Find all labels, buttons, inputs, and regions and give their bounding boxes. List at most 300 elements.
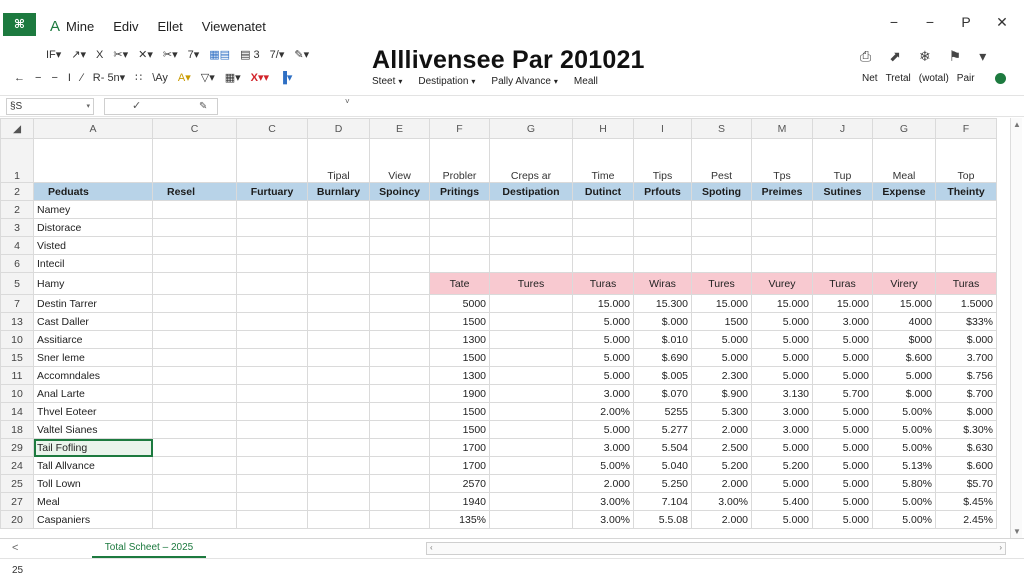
highlight-cell[interactable]: Tures <box>692 273 752 295</box>
cell[interactable] <box>430 201 490 219</box>
cell[interactable]: 1940 <box>430 493 490 511</box>
chart-icon[interactable]: ▐▾ <box>279 72 293 84</box>
cell[interactable] <box>237 493 308 511</box>
layout-icon[interactable]: ▤ 3 <box>240 49 260 61</box>
column-header[interactable]: C <box>153 119 237 139</box>
pen-icon[interactable]: ✎ <box>199 101 208 112</box>
cell[interactable]: Anal Larte <box>34 385 153 403</box>
cell[interactable] <box>873 237 936 255</box>
cell[interactable] <box>237 237 308 255</box>
cell[interactable] <box>34 139 153 183</box>
cell[interactable] <box>308 255 370 273</box>
row-header[interactable]: 7 <box>1 295 34 313</box>
cell[interactable]: 5.250 <box>634 475 692 493</box>
cell[interactable] <box>308 385 370 403</box>
cell[interactable]: $.45% <box>936 493 997 511</box>
cell[interactable] <box>153 475 237 493</box>
cell[interactable]: 5.700 <box>813 385 873 403</box>
scroll-down-icon[interactable]: ▼ <box>1013 527 1021 536</box>
cell[interactable]: Visted <box>34 237 153 255</box>
cell[interactable] <box>370 475 430 493</box>
cell[interactable]: Probler <box>430 139 490 183</box>
cell[interactable]: 1500 <box>692 313 752 331</box>
cell[interactable]: 5.000 <box>752 331 813 349</box>
cell[interactable] <box>490 511 573 529</box>
row-header[interactable]: 15 <box>1 349 34 367</box>
cell[interactable] <box>490 255 573 273</box>
cell[interactable]: 3.000 <box>573 439 634 457</box>
cell[interactable]: Creps ar <box>490 139 573 183</box>
header-cell[interactable]: Preimes <box>752 183 813 201</box>
column-header[interactable]: H <box>573 119 634 139</box>
cell[interactable] <box>237 475 308 493</box>
cell[interactable]: Toll Lown <box>34 475 153 493</box>
cell[interactable] <box>490 219 573 237</box>
cell[interactable] <box>237 219 308 237</box>
cell[interactable]: 3.000 <box>813 313 873 331</box>
cell[interactable]: $.600 <box>873 349 936 367</box>
column-header[interactable]: I <box>634 119 692 139</box>
cell[interactable] <box>308 439 370 457</box>
cell[interactable]: 5.000 <box>813 511 873 529</box>
cell[interactable]: 15.000 <box>813 295 873 313</box>
table-style-icon[interactable]: ▦▤ <box>209 49 231 61</box>
cell[interactable]: 5.300 <box>692 403 752 421</box>
cell[interactable]: 5.000 <box>752 511 813 529</box>
cell[interactable]: 5.000 <box>573 331 634 349</box>
cell[interactable] <box>153 349 237 367</box>
cell[interactable]: Namey <box>34 201 153 219</box>
cell[interactable] <box>490 349 573 367</box>
status-dot-icon[interactable] <box>995 73 1006 84</box>
cell[interactable] <box>237 439 308 457</box>
cell[interactable]: 5.000 <box>813 403 873 421</box>
tab-steet[interactable] <box>372 76 402 87</box>
cell[interactable]: 5.000 <box>692 349 752 367</box>
cell[interactable] <box>370 331 430 349</box>
cell[interactable] <box>430 219 490 237</box>
menu-item-mine[interactable]: Mine <box>66 19 95 34</box>
cell[interactable]: 5.040 <box>634 457 692 475</box>
cell[interactable]: Meal <box>34 493 153 511</box>
sheet-tab-active[interactable]: Total Scheet – 2025 <box>92 539 206 558</box>
cell[interactable]: Sner leme <box>34 349 153 367</box>
scroll-left-icon[interactable]: ‹ <box>430 543 433 552</box>
cell[interactable]: 5000 <box>430 295 490 313</box>
cell[interactable]: 2.45% <box>936 511 997 529</box>
cell[interactable] <box>692 237 752 255</box>
pin-button[interactable]: P <box>961 14 971 30</box>
cell[interactable]: $.000 <box>936 403 997 421</box>
cell[interactable] <box>573 237 634 255</box>
column-header[interactable]: A <box>34 119 153 139</box>
close-button[interactable]: ✕ <box>996 14 1008 30</box>
cell[interactable]: 5.00% <box>873 493 936 511</box>
cell[interactable] <box>936 201 997 219</box>
cell[interactable] <box>370 457 430 475</box>
cell[interactable] <box>153 201 237 219</box>
edit-dropdown-icon[interactable]: ✎▾ <box>294 49 310 61</box>
header-cell[interactable]: Pritings <box>430 183 490 201</box>
cell[interactable]: Cast Daller <box>34 313 153 331</box>
row-header[interactable]: 20 <box>1 511 34 529</box>
cell[interactable]: $.756 <box>936 367 997 385</box>
cell[interactable]: 5.504 <box>634 439 692 457</box>
highlight-cell[interactable]: Tures <box>490 273 573 295</box>
row-header[interactable]: 2 <box>1 201 34 219</box>
cell[interactable]: 5.000 <box>813 475 873 493</box>
cell[interactable] <box>308 475 370 493</box>
cell[interactable] <box>370 237 430 255</box>
cell[interactable]: 3.00% <box>573 511 634 529</box>
row-header[interactable]: 5 <box>1 273 34 295</box>
cell[interactable]: 5.200 <box>692 457 752 475</box>
cell[interactable] <box>153 439 237 457</box>
cell[interactable]: Tips <box>634 139 692 183</box>
cell[interactable]: 5.000 <box>813 349 873 367</box>
cell[interactable]: $.000 <box>873 385 936 403</box>
cell[interactable]: Assitiarce <box>34 331 153 349</box>
cell[interactable]: 2.300 <box>692 367 752 385</box>
cell[interactable]: $.630 <box>936 439 997 457</box>
cell[interactable]: $.000 <box>634 313 692 331</box>
slash-icon[interactable]: ∕ <box>80 71 83 84</box>
cell[interactable]: Caspaniers <box>34 511 153 529</box>
row-header[interactable]: 13 <box>1 313 34 331</box>
select-all-corner[interactable]: ◢ <box>1 119 34 139</box>
cell[interactable] <box>153 219 237 237</box>
cell[interactable]: 4000 <box>873 313 936 331</box>
cell[interactable]: 5.000 <box>573 349 634 367</box>
cell[interactable]: 1700 <box>430 457 490 475</box>
cell[interactable] <box>237 255 308 273</box>
cell[interactable]: 5.000 <box>752 367 813 385</box>
cell[interactable] <box>490 313 573 331</box>
cell[interactable] <box>813 201 873 219</box>
previous-sheet-button[interactable]: < <box>12 542 19 554</box>
cell[interactable] <box>370 511 430 529</box>
cell[interactable] <box>370 493 430 511</box>
header-cell[interactable]: Peduats <box>34 183 153 201</box>
cell[interactable] <box>370 273 430 295</box>
cell[interactable] <box>237 273 308 295</box>
cell[interactable]: 1900 <box>430 385 490 403</box>
function-dropdown[interactable]: IF▾ <box>46 49 62 61</box>
cell[interactable] <box>237 367 308 385</box>
scissors-dropdown-icon[interactable]: ✂▾ <box>113 49 129 61</box>
cell[interactable] <box>490 457 573 475</box>
cell[interactable]: 5.000 <box>573 421 634 439</box>
header-cell[interactable]: Resel <box>153 183 237 201</box>
cell[interactable]: 3.000 <box>573 385 634 403</box>
wotal-button[interactable]: (wotal) <box>918 73 949 84</box>
cell[interactable] <box>692 255 752 273</box>
tab-pally-alvance[interactable] <box>491 76 558 87</box>
row-header[interactable]: 6 <box>1 255 34 273</box>
menu-app-icon[interactable]: A <box>50 18 61 35</box>
cell[interactable]: 3.00% <box>573 493 634 511</box>
net-button[interactable]: Net <box>862 73 878 84</box>
cell[interactable]: 2570 <box>430 475 490 493</box>
row-header[interactable]: 24 <box>1 457 34 475</box>
menu-item-ellet[interactable]: Ellet <box>157 19 183 34</box>
cell[interactable] <box>430 255 490 273</box>
cell[interactable] <box>237 421 308 439</box>
column-header[interactable]: E <box>370 119 430 139</box>
cell[interactable] <box>153 367 237 385</box>
column-header[interactable]: J <box>813 119 873 139</box>
row-header[interactable]: 25 <box>1 475 34 493</box>
highlight-cell[interactable]: Turas <box>573 273 634 295</box>
cell[interactable] <box>308 331 370 349</box>
cell[interactable] <box>370 367 430 385</box>
highlight-cell[interactable]: Virery <box>873 273 936 295</box>
clear-dropdown-icon[interactable]: ✕▾ <box>138 49 153 61</box>
cell[interactable] <box>573 219 634 237</box>
cell[interactable] <box>153 295 237 313</box>
row-header[interactable]: 11 <box>1 367 34 385</box>
menu-item-ediv[interactable]: Ediv <box>113 19 139 34</box>
cell[interactable] <box>490 367 573 385</box>
cell[interactable] <box>308 457 370 475</box>
share-icon[interactable]: ⎙ <box>860 48 872 64</box>
cell[interactable]: 7.104 <box>634 493 692 511</box>
cell[interactable]: $.005 <box>634 367 692 385</box>
horizontal-scrollbar[interactable] <box>426 542 1006 555</box>
column-header[interactable]: G <box>490 119 573 139</box>
scroll-right-icon[interactable]: › <box>999 543 1002 552</box>
cell[interactable] <box>634 255 692 273</box>
row-header[interactable]: 3 <box>1 219 34 237</box>
cell[interactable] <box>490 475 573 493</box>
cell[interactable]: 5.13% <box>873 457 936 475</box>
cell[interactable] <box>490 493 573 511</box>
cell[interactable] <box>308 349 370 367</box>
cell[interactable] <box>237 139 308 183</box>
cell[interactable] <box>490 385 573 403</box>
cell[interactable] <box>490 421 573 439</box>
row-header[interactable]: 29 <box>1 439 34 457</box>
column-header[interactable]: F <box>936 119 997 139</box>
cell[interactable]: 5.00% <box>573 457 634 475</box>
cell[interactable] <box>490 237 573 255</box>
column-header[interactable]: S <box>692 119 752 139</box>
cell[interactable] <box>308 493 370 511</box>
arrow-tool-icon[interactable]: ↗▾ <box>71 49 87 61</box>
cell[interactable] <box>573 255 634 273</box>
cell[interactable]: 5.000 <box>752 439 813 457</box>
cell[interactable]: 1300 <box>430 367 490 385</box>
cell[interactable]: 5.00% <box>873 421 936 439</box>
cell[interactable]: Hamy <box>34 273 153 295</box>
cell[interactable]: 5.00% <box>873 403 936 421</box>
cell[interactable]: $.010 <box>634 331 692 349</box>
cell[interactable]: 3.130 <box>752 385 813 403</box>
cell[interactable] <box>370 385 430 403</box>
cell[interactable]: 2.000 <box>692 475 752 493</box>
cell[interactable] <box>370 403 430 421</box>
cell[interactable]: 3.00% <box>692 493 752 511</box>
cell[interactable]: 1700 <box>430 439 490 457</box>
cell[interactable] <box>813 237 873 255</box>
tab-destipation[interactable] <box>418 76 475 87</box>
cell[interactable]: 135% <box>430 511 490 529</box>
cell[interactable]: 3.000 <box>752 403 813 421</box>
cell[interactable] <box>308 295 370 313</box>
column-header[interactable]: G <box>873 119 936 139</box>
cell[interactable] <box>237 457 308 475</box>
cell[interactable] <box>153 331 237 349</box>
cell[interactable] <box>936 219 997 237</box>
cell[interactable]: Distorace <box>34 219 153 237</box>
row-header[interactable]: 18 <box>1 421 34 439</box>
chevron-down-icon[interactable]: ▾ <box>979 48 987 64</box>
cell[interactable] <box>752 219 813 237</box>
cell[interactable] <box>490 403 573 421</box>
name-box[interactable] <box>6 98 94 115</box>
column-header[interactable]: F <box>430 119 490 139</box>
cell[interactable]: 5.000 <box>873 367 936 385</box>
cell[interactable] <box>237 349 308 367</box>
cell[interactable] <box>153 139 237 183</box>
cell[interactable] <box>370 219 430 237</box>
cell[interactable]: 5.000 <box>752 349 813 367</box>
cell[interactable]: 5255 <box>634 403 692 421</box>
borders-icon[interactable]: ▦▾ <box>224 72 241 84</box>
cell[interactable] <box>813 255 873 273</box>
cell[interactable] <box>153 255 237 273</box>
check-icon[interactable]: ✓ <box>132 100 142 112</box>
menu-item-viewenatet[interactable]: Viewenatet <box>201 19 266 34</box>
cell[interactable]: 2.000 <box>692 421 752 439</box>
cut-icon[interactable]: X <box>96 48 104 61</box>
dash-icon[interactable]: − <box>51 71 58 84</box>
cell[interactable]: 5.000 <box>813 457 873 475</box>
cell[interactable]: 15.000 <box>573 295 634 313</box>
cell[interactable]: 3.000 <box>752 421 813 439</box>
cell[interactable]: 15.000 <box>692 295 752 313</box>
cell[interactable]: 3.700 <box>936 349 997 367</box>
cell[interactable]: Tipal <box>308 139 370 183</box>
cell[interactable]: $.600 <box>936 457 997 475</box>
header-cell[interactable]: Theinty <box>936 183 997 201</box>
cell[interactable] <box>237 403 308 421</box>
settings-icon[interactable]: ❄ <box>918 48 931 64</box>
cell[interactable] <box>308 367 370 385</box>
cell[interactable] <box>237 295 308 313</box>
row-header[interactable]: 14 <box>1 403 34 421</box>
header-cell[interactable]: Furtuary <box>237 183 308 201</box>
italic-icon[interactable]: I <box>67 71 71 84</box>
cell[interactable]: 1500 <box>430 349 490 367</box>
cell[interactable] <box>308 201 370 219</box>
cell[interactable]: $.30% <box>936 421 997 439</box>
font-size-dropdown[interactable]: R‑ 5n▾ <box>92 72 126 84</box>
header-cell[interactable]: Sutines <box>813 183 873 201</box>
cell[interactable] <box>153 511 237 529</box>
cell[interactable] <box>873 219 936 237</box>
flag-icon[interactable]: ⚑ <box>948 48 962 64</box>
cell[interactable] <box>430 237 490 255</box>
cell[interactable]: Pest <box>692 139 752 183</box>
number-format-dropdown[interactable]: 7▾ <box>187 49 200 61</box>
cell[interactable]: 5.277 <box>634 421 692 439</box>
cell[interactable] <box>237 511 308 529</box>
cell[interactable]: 5.5.08 <box>634 511 692 529</box>
cell[interactable] <box>752 237 813 255</box>
cell[interactable]: $33% <box>936 313 997 331</box>
fraction-dropdown[interactable]: 7/▾ <box>269 49 285 61</box>
highlight-cell[interactable]: Vurey <box>752 273 813 295</box>
row-header[interactable]: 10 <box>1 385 34 403</box>
cell[interactable] <box>153 493 237 511</box>
delete-icon[interactable]: X▾▾ <box>250 72 270 84</box>
cell[interactable] <box>370 421 430 439</box>
cell[interactable] <box>490 331 573 349</box>
cell[interactable]: 5.80% <box>873 475 936 493</box>
cell[interactable] <box>308 273 370 295</box>
restore-button[interactable]: − <box>925 14 935 30</box>
highlight-cell[interactable]: Wiras <box>634 273 692 295</box>
column-header[interactable]: M <box>752 119 813 139</box>
cell[interactable] <box>813 219 873 237</box>
cell[interactable]: Valtel Sianes <box>34 421 153 439</box>
cell[interactable] <box>370 255 430 273</box>
cell[interactable] <box>153 385 237 403</box>
cell[interactable]: 5.000 <box>573 367 634 385</box>
cell[interactable]: $.000 <box>936 331 997 349</box>
header-cell[interactable]: Spoincy <box>370 183 430 201</box>
cell[interactable] <box>153 421 237 439</box>
cell[interactable] <box>873 255 936 273</box>
app-logo-icon[interactable]: ⌘ <box>3 13 36 36</box>
row-header[interactable]: 2 <box>1 183 34 201</box>
cell[interactable]: $.900 <box>692 385 752 403</box>
header-cell[interactable]: Expense <box>873 183 936 201</box>
cell[interactable]: 5.000 <box>813 421 873 439</box>
cell[interactable]: $.690 <box>634 349 692 367</box>
dash-icon[interactable]: − <box>35 71 42 84</box>
cell[interactable]: Intecil <box>34 255 153 273</box>
cell[interactable]: 5.000 <box>813 439 873 457</box>
cell[interactable]: Tup <box>813 139 873 183</box>
cell[interactable]: Top <box>936 139 997 183</box>
cell[interactable] <box>153 313 237 331</box>
cell[interactable]: View <box>370 139 430 183</box>
cell[interactable]: 5.000 <box>813 331 873 349</box>
pair-button[interactable]: Pair <box>956 73 975 84</box>
cell[interactable]: 2.00% <box>573 403 634 421</box>
cell[interactable] <box>308 237 370 255</box>
cell[interactable]: Tall Allvance <box>34 457 153 475</box>
cell[interactable] <box>308 313 370 331</box>
expand-icon[interactable]: ⬈ <box>889 48 901 64</box>
cell[interactable] <box>634 201 692 219</box>
cell[interactable]: 5.200 <box>752 457 813 475</box>
vertical-scrollbar[interactable] <box>1010 118 1022 538</box>
header-cell[interactable]: Destipation <box>490 183 573 201</box>
cell[interactable]: 1500 <box>430 313 490 331</box>
cell[interactable]: Accomndales <box>34 367 153 385</box>
cell[interactable]: Tps <box>752 139 813 183</box>
cell[interactable] <box>752 201 813 219</box>
cell[interactable] <box>692 201 752 219</box>
wrap-text-icon[interactable]: \Ay <box>152 71 168 84</box>
cell[interactable] <box>490 295 573 313</box>
cell[interactable] <box>936 255 997 273</box>
cell[interactable] <box>634 219 692 237</box>
cell[interactable]: Destin Tarrer <box>34 295 153 313</box>
